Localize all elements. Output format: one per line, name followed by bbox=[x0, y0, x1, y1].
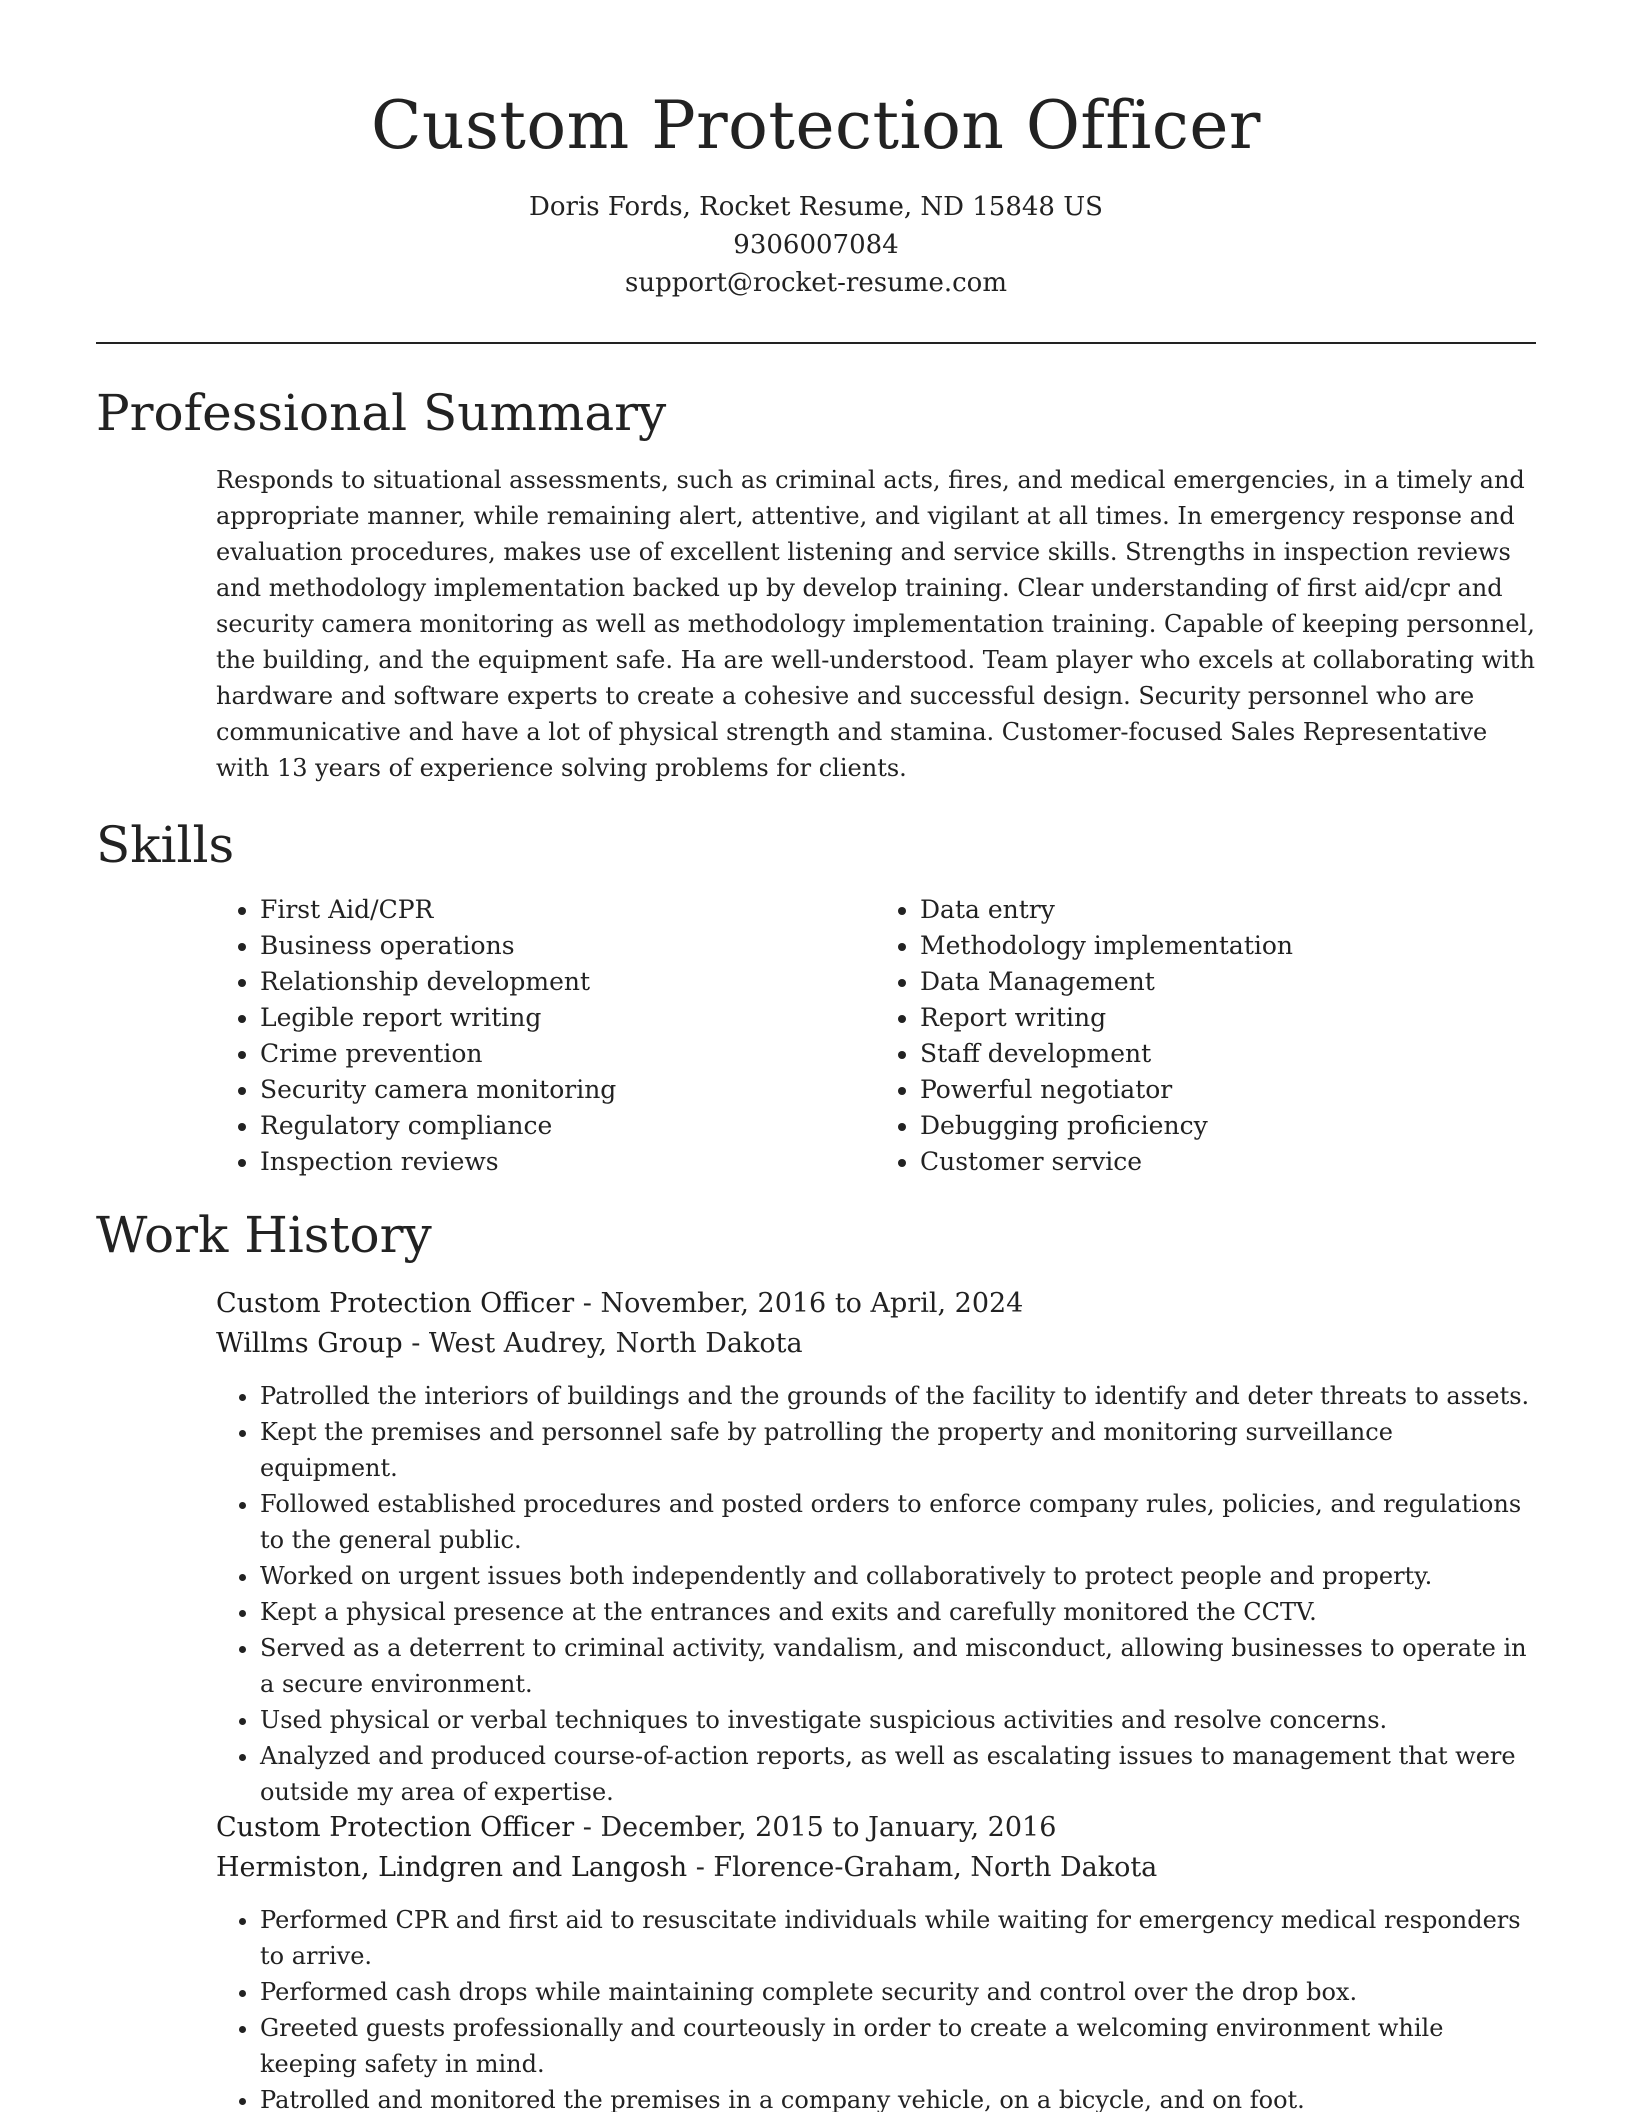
job-bullet: • Performed CPR and first aid to resuscitate individuals while waiting for emergency medical responders to arrive. bbox=[260, 1902, 1536, 1974]
skill-item: • Business operations bbox=[260, 928, 876, 964]
job-company: Willms Group bbox=[216, 1328, 403, 1359]
skill-item: • Relationship development bbox=[260, 964, 876, 1000]
job-bullet: • Kept a physical presence at the entrances and exits and carefully monitored the CCTV. bbox=[260, 1594, 1536, 1630]
skills-column-right bbox=[876, 892, 1536, 1180]
job-entry bbox=[216, 1808, 1536, 2112]
job-dates: - December, 2015 to January, 2016 bbox=[574, 1812, 1057, 1843]
job-location: - Florence-Graham, North Dakota bbox=[687, 1852, 1158, 1883]
job-company: Hermiston, Lindgren and Langosh bbox=[216, 1852, 688, 1883]
resume-title: Custom Protection Officer bbox=[371, 87, 1261, 164]
job-company-line bbox=[216, 1324, 1536, 1364]
skill-item: • Crime prevention bbox=[260, 1036, 876, 1072]
skill-item: • Powerful negotiator bbox=[920, 1072, 1536, 1108]
job-bullet: • Performed cash drops while maintaining complete security and control over the drop box. bbox=[260, 1974, 1536, 2010]
job-title-line bbox=[216, 1284, 1536, 1324]
job-company-line bbox=[216, 1848, 1536, 1888]
skills-column-left bbox=[216, 892, 876, 1180]
job-bullets bbox=[216, 1378, 1536, 1810]
skill-item: • Data entry bbox=[920, 892, 1536, 928]
skill-item: • Debugging proficiency bbox=[920, 1108, 1536, 1144]
job-bullet: • Greeted guests professionally and courteously in order to create a welcoming environment while keeping safety in mind. bbox=[260, 2010, 1536, 2082]
contact-address: Doris Fords, Rocket Resume, ND 15848 US bbox=[529, 192, 1103, 222]
skill-item: • Methodology implementation bbox=[920, 928, 1536, 964]
job-bullet: • Served as a deterrent to criminal activity, vandalism, and misconduct, allowing businesses to operate in a secure environment. bbox=[260, 1630, 1536, 1702]
skills-heading: Skills bbox=[96, 816, 235, 874]
skill-item: • Report writing bbox=[920, 1000, 1536, 1036]
job-bullet: • Followed established procedures and posted orders to enforce company rules, policies, and regulations to the general public. bbox=[260, 1486, 1536, 1558]
job-bullet: • Used physical or verbal techniques to investigate suspicious activities and resolve concerns. bbox=[260, 1702, 1536, 1738]
contact-info bbox=[0, 188, 1632, 302]
job-bullet: • Patrolled the interiors of buildings and the grounds of the facility to identify and deter threats to assets. bbox=[260, 1378, 1536, 1414]
job-role: Custom Protection Officer bbox=[216, 1288, 575, 1319]
contact-phone: 9306007084 bbox=[733, 230, 899, 260]
skills-list bbox=[216, 892, 1536, 1180]
skill-item: • Customer service bbox=[920, 1144, 1536, 1180]
job-entry bbox=[216, 1284, 1536, 1810]
job-bullets bbox=[216, 1902, 1536, 2112]
skill-item: • Legible report writing bbox=[260, 1000, 876, 1036]
job-bullet: • Patrolled and monitored the premises in a company vehicle, on a bicycle, and on foot. bbox=[260, 2082, 1536, 2112]
work-history-heading: Work History bbox=[96, 1206, 432, 1264]
header-divider bbox=[96, 342, 1536, 344]
job-bullet: • Analyzed and produced course-of-action reports, as well as escalating issues to management that were outside my area of expertise. bbox=[260, 1738, 1536, 1810]
job-role: Custom Protection Officer bbox=[216, 1812, 575, 1843]
summary-text: Responds to situational assessments, such as criminal acts, fires, and medical emergencies, in a timely and appropriate manner, while remaining alert, attentive, and vigilant at all times. In emergency response and evaluation procedures, makes use of excellent listening and service skills. Strengths in inspection reviews and methodology implementation backed up by develop training. Clear understanding of first aid/cpr and security camera monitoring as well as methodology implementation training. Capable of keeping personnel, the building, and the equipment safe. Ha are well-understood. Team player who excels at collaborating with hardware and software experts to create a cohesive and successful design. Security personnel who are communicative and have a lot of physical strength and stamina. Customer-focused Sales Representative with 13 years of experience solving problems for clients. bbox=[216, 466, 1535, 782]
skill-item: • Security camera monitoring bbox=[260, 1072, 876, 1108]
skill-item: • Regulatory compliance bbox=[260, 1108, 876, 1144]
job-bullet: • Worked on urgent issues both independently and collaboratively to protect people and property. bbox=[260, 1558, 1536, 1594]
skill-item: • Data Management bbox=[920, 964, 1536, 1000]
job-bullet: • Kept the premises and personnel safe by patrolling the property and monitoring surveillance equipment. bbox=[260, 1414, 1536, 1486]
skill-item: • Inspection reviews bbox=[260, 1144, 876, 1180]
job-title-line bbox=[216, 1808, 1536, 1848]
job-dates: - November, 2016 to April, 2024 bbox=[574, 1288, 1024, 1319]
skill-item: • First Aid/CPR bbox=[260, 892, 876, 928]
summary-heading: Professional Summary bbox=[96, 384, 667, 442]
skill-item: • Staff development bbox=[920, 1036, 1536, 1072]
contact-email: support@rocket-resume.com bbox=[624, 268, 1007, 298]
job-location: - West Audrey, North Dakota bbox=[402, 1328, 803, 1359]
resume-header bbox=[0, 0, 1632, 302]
